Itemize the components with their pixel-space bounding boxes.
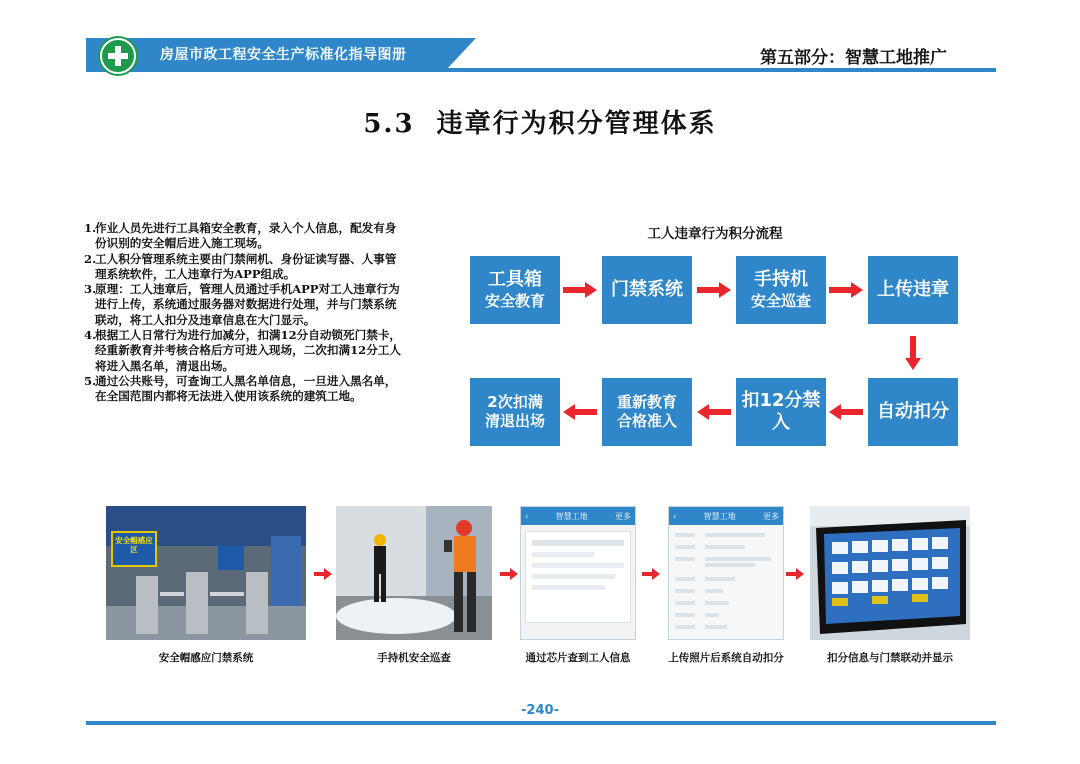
photo-arrow-right-icon [500, 568, 518, 580]
item-text: 作业人员先进行工具箱安全教育，录入个人信息，配发有身份识别的安全帽后进入施工现场。 [95, 221, 397, 251]
page-title: 5.3 违章行为积分管理体系 [363, 109, 717, 139]
footer-rule [86, 721, 996, 725]
flow-step-line2: 合格准入 [616, 412, 677, 430]
item-number: 5. [84, 373, 97, 388]
flow-step-line2: 清退出场 [484, 412, 545, 430]
flow-arrow-right-icon [829, 282, 863, 298]
flow-step-auto-deduction [868, 378, 958, 446]
app-navbar [669, 507, 783, 525]
flow-arrow-left-icon [829, 404, 863, 420]
photo-app-auto-deduction [668, 506, 784, 640]
flow-step-line2: 安全教育 [484, 291, 545, 310]
flow-step-second-full-deduction [470, 378, 560, 446]
photo-arrow-right-icon [314, 568, 332, 580]
flow-step-line1: 门禁系统 [611, 278, 683, 300]
safety-cross-logo-icon [100, 38, 136, 74]
item-text: 工人积分管理系统主要由门禁闸机、身份证读写器、人事管理系统软件，工人违章行为APP组成。 [95, 251, 397, 281]
section-part-title: 第五部分：智慧工地推广 [760, 48, 947, 68]
flow-step-access-control [602, 256, 692, 324]
photo-caption: 通过芯片查到工人信息 [525, 652, 631, 664]
flow-step-line1: 上传违章 [877, 278, 949, 300]
flow-step-12-points-banned [736, 378, 826, 446]
list-item [84, 252, 402, 283]
header-bar-slant [446, 38, 476, 70]
app-navbar [521, 507, 635, 525]
flow-step-line1: 自动扣分 [877, 400, 949, 422]
flow-step-toolbox-education [470, 256, 560, 324]
photo-caption: 安全帽感应门禁系统 [158, 652, 254, 664]
photo-arrow-right-icon [786, 568, 804, 580]
flow-step-line1: 扣12分禁入 [741, 389, 821, 433]
flow-arrow-right-icon [563, 282, 597, 298]
photo-caption: 扣分信息与门禁联动并显示 [827, 652, 953, 664]
app-form-rows [669, 525, 783, 639]
chevron-left-icon: ‹ [673, 511, 677, 521]
app-title: 智慧工地 [555, 511, 588, 521]
flow-step-line1: 2次扣满 [487, 393, 543, 412]
photo-helmet-access-gate [106, 506, 306, 640]
page-number: -240- [521, 703, 559, 718]
flow-step-re-education [602, 378, 692, 446]
header-rule [86, 68, 996, 72]
item-text: 根据工人日常行为进行加减分，扣满12分自动锁死门禁卡，经重新教育并考核合格后方可进入现场，二次扣满12分工人将进入黑名单，清退出场。 [95, 328, 401, 373]
gate-sign-text: 安全帽感应区 [115, 536, 153, 554]
app-more: 更多 [762, 511, 779, 521]
flow-arrow-left-icon [563, 404, 597, 420]
flow-arrow-down-icon [905, 336, 921, 370]
flow-step-line1: 重新教育 [616, 393, 677, 412]
book-title: 房屋市政工程安全生产标准化指导图册 [160, 47, 407, 63]
list-item [84, 374, 402, 405]
photo-display-screen [810, 506, 970, 640]
app-more: 更多 [614, 511, 631, 521]
flow-step-handheld-patrol [736, 256, 826, 324]
description-list [84, 221, 402, 405]
photo-caption: 手持机安全巡查 [377, 652, 451, 664]
item-text: 通过公共账号，可查询工人黑名单信息，一旦进入黑名单，在全国范围内都将无法进入使用该系统的建筑工地。 [95, 373, 397, 404]
app-content-panel [525, 531, 631, 623]
list-item [84, 328, 402, 374]
flow-step-line1: 手持机 [754, 269, 808, 291]
flow-step-upload-violation [868, 256, 958, 324]
list-item [84, 282, 402, 328]
flow-arrow-left-icon [697, 404, 731, 420]
flow-title: 工人违章行为积分流程 [647, 226, 783, 242]
item-number: 4. [84, 328, 97, 343]
list-item [84, 221, 402, 252]
item-number: 3. [84, 282, 97, 297]
item-text: 原理：工人违章后，管理人员通过手机APP对工人违章行为进行上传，系统通过服务器对数据进行处理，并与门禁系统联动，将工人扣分及违章信息在大门显示。 [95, 282, 400, 327]
photo-app-worker-info [520, 506, 636, 640]
photo-arrow-right-icon [642, 568, 660, 580]
app-title: 智慧工地 [703, 511, 736, 521]
photo-handheld-patrol [336, 506, 492, 640]
photo-caption: 上传照片后系统自动扣分 [668, 652, 784, 664]
flow-step-line2: 安全巡查 [750, 291, 811, 310]
item-number: 1. [84, 221, 97, 235]
flow-arrow-right-icon [697, 282, 731, 298]
chevron-left-icon: ‹ [525, 511, 529, 521]
item-number: 2. [84, 251, 97, 266]
flow-step-line1: 工具箱 [488, 269, 542, 291]
